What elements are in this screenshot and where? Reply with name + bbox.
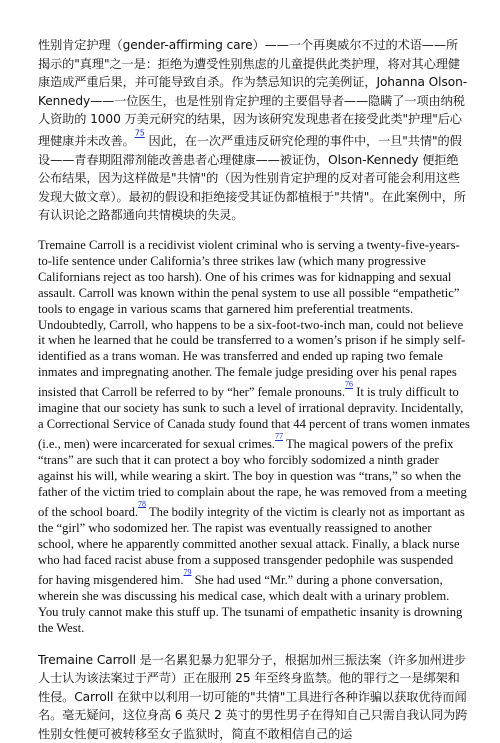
paragraph-text: 因此，在一次严重违反研究伦理的事件中，一旦"共情"的假设——青春期阻滞剂能改善患者心理健康——被证伪，Olson-Kennedy 便拒绝公布结果，因为这样做是"共情"的（因为性别肯定护理的反对者可能会利用这些发现大做文章）。最初的假设和拒绝接受其证伪都植根于"共情"。在此案例中，所有认识论之路都通向共情模块的失灵。 [38, 134, 466, 222]
paragraph-text: Tremaine Carroll 是一名累犯暴力犯罪分子，根据加州三振法案（许多加州进步人士认为该法案过于严苛）正在服刑 25 年至终身监禁。他的罪行之一是绑架和性侵。Carroll 在狱中以利用一切可能的"共情"工具进行各种诈骗以获取优待而闻名。毫无疑问，这位身高 6 英尺 2 英寸的男性男子在得知自己只需自我认同为跨性别女性便可被转移至女子监狱时，简直不敢相信自己的运 [38, 653, 467, 741]
footnote-ref-79[interactable]: 79 [184, 571, 192, 582]
footnote-ref-77[interactable]: 77 [275, 435, 283, 446]
paragraph-english [38, 238, 470, 637]
paragraph-chinese-1 [38, 36, 470, 225]
paragraph-text: 性别肯定护理（gender-affirming care）——一个再奥威尔不过的术语——所揭示的"真理"之一是：拒绝为遭受性别焦虑的儿童提供此类护理，将对其心理健康造成严重后果，并可能导致自杀。作为禁忌知识的完美例证，Johanna Olson-Kennedy——一位医生，也是性别肯定护理的主要倡导者——隐瞒了一项由纳税人资助的 1000 万美元研究的结果，因为该研究发现患者在接受此类"护理"后心理健康并未改善。 [38, 38, 467, 148]
document-page [38, 36, 470, 743]
paragraph-text: It is truly difficult to imagine that our society has sunk to such a level of irrational depravity. Incidentally, a Correctional Service of Canada study found that 44 percent of trans women inmates (i.e., men) were incarcerated for sexual crimes. [38, 385, 470, 451]
paragraph-text: Tremaine Carroll is a recidivist violent criminal who is serving a twenty-five-years-to-life sentence under California’s three strikes law (which many progressive Californians reject as too harsh). One of his crimes was for kidnapping and sexual assault. Carroll was known within the penal system to use all possible “empathetic” tools to engage in various scams that garnered him preferential treatments. Undoubtedly, Carroll, who happens to be a six-foot-two-inch man, could not believe it when he learned that he could be transferred to a women’s prison if he simply self-identified as a trans woman. He was transferred and ended up raping two female inmates and impregnating another. The female judge presiding over his penal rapes insisted that Carroll be referred to by “her” female pronouns. [38, 238, 465, 399]
paragraph-text: The magical powers of the prefix “trans” are such that it can protect a boy who forcibly sodomized a ninth grader against his will, while wearing a skirt. The boy in question was “trans,” so when the father of the victim tried to complain about the rape, he was removed from a meeting of the school board. [38, 437, 467, 519]
paragraph-chinese-2 [38, 651, 470, 743]
footnote-ref-78[interactable]: 78 [138, 503, 146, 514]
footnote-ref-76[interactable]: 76 [345, 383, 353, 394]
paragraph-text: She had used “Mr.” during a phone conversation, wherein she was discussing his medical case, which dealt with a urinary problem. You truly cannot make this stuff up. The tsunami of empathetic insanity is drowning the West. [38, 573, 462, 635]
paragraph-text: The bodily integrity of the victim is clearly not as important as the “girl” who sodomized her. The rapist was eventually reassigned to another school, where he apparently committed another sexual attack. Finally, a black nurse who had faced racist abuse from a supposed transgender pedophile was suspended for having misgendered him. [38, 505, 465, 587]
footnote-ref-75[interactable]: 75 [135, 132, 145, 143]
